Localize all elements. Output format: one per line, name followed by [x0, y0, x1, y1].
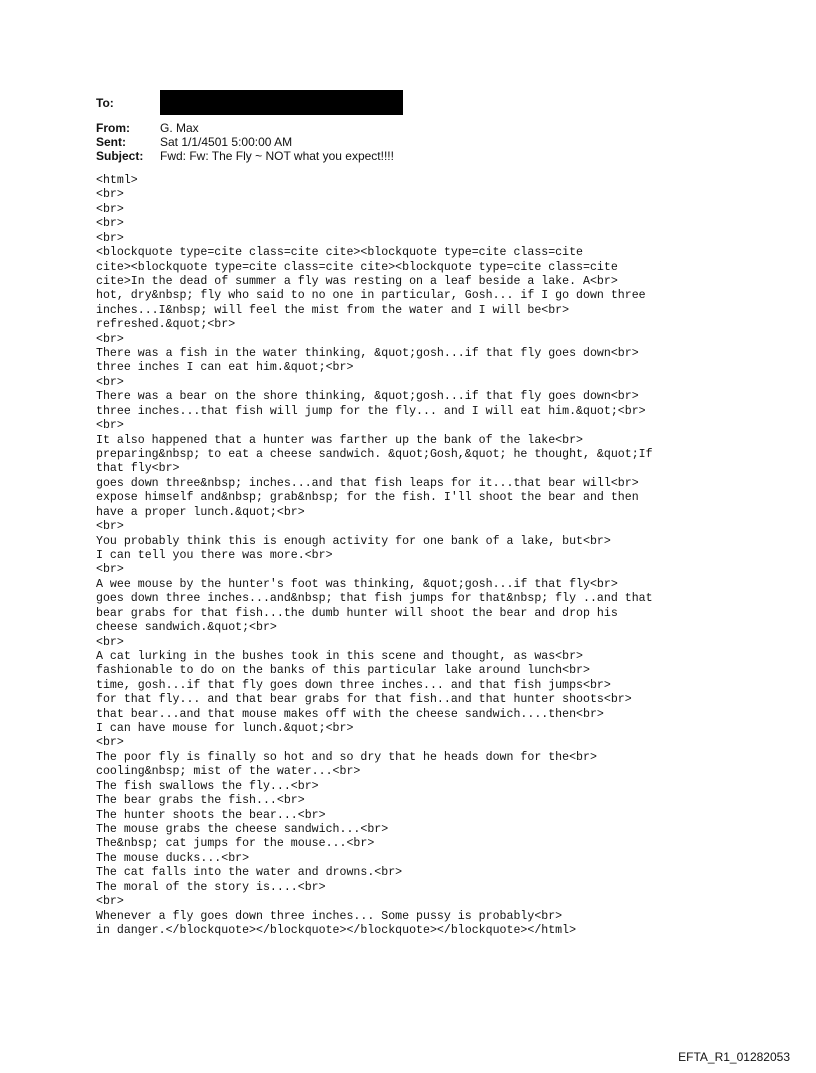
body-line: cite>In the dead of summer a fly was resting on a leaf beside a lake. A<br> — [96, 274, 618, 288]
body-line: <br> — [96, 202, 124, 216]
body-line: have a proper lunch.&quot;<br> — [96, 505, 305, 519]
body-line: A wee mouse by the hunter's foot was thinking, &quot;gosh...if that fly<br> — [96, 577, 618, 591]
body-line: Whenever a fly goes down three inches... Some pussy is probably<br> — [96, 909, 563, 923]
body-line: <br> — [96, 736, 124, 750]
body-line: The&nbsp; cat jumps for the mouse...<br> — [96, 837, 375, 851]
body-line: The bear grabs the fish...<br> — [96, 794, 305, 808]
sent-label: Sent: — [96, 135, 126, 149]
subject-row — [96, 149, 403, 163]
body-line: <br> — [96, 419, 124, 433]
body-line: The mouse grabs the cheese sandwich...<br> — [96, 822, 389, 836]
from-label: From: — [96, 121, 130, 135]
body-line: in danger.</blockquote></blockquote></blockquote></blockquote></html> — [96, 923, 577, 937]
body-line: <html> — [96, 174, 138, 187]
body-line: fashionable to do on the banks of this particular lake around lunch<br> — [96, 664, 590, 678]
body-line: The cat falls into the water and drowns.<br> — [96, 866, 403, 880]
body-line: <br> — [96, 217, 124, 231]
sent-value: Sat 1/1/4501 5:00:00 AM — [160, 135, 293, 149]
body-line: cooling&nbsp; mist of the water...<br> — [96, 765, 361, 779]
body-line: A cat lurking in the bushes took in this scene and thought, as was<br> — [96, 649, 584, 663]
body-line: that fly<br> — [96, 462, 180, 476]
body-line: three inches...that fish will jump for the fly... and I will eat him.&quot;<br> — [96, 404, 646, 418]
to-label: To: — [96, 96, 114, 110]
document-id: EFTA_R1_01282053 — [678, 1050, 790, 1064]
body-line: The poor fly is finally so hot and so dry that he heads down for the<br> — [96, 750, 597, 764]
body-line: for that fly... and that bear grabs for that fish..and that hunter shoots<br> — [96, 693, 632, 707]
body-line: It also happened that a hunter was farther up the bank of the lake<br> — [96, 433, 584, 447]
body-line: The fish swallows the fly...<br> — [96, 779, 319, 793]
body-line: cite><blockquote type=cite class=cite cite><blockquote type=cite class=cite — [96, 260, 618, 274]
email-body — [96, 174, 796, 938]
email-header — [96, 96, 403, 163]
body-line: preparing&nbsp; to eat a cheese sandwich. &quot;Gosh,&quot; he thought, &quot;If — [96, 448, 653, 462]
body-line: cheese sandwich.&quot;<br> — [96, 621, 277, 635]
body-line: <br> — [96, 563, 124, 577]
from-value: G. Max — [160, 121, 199, 135]
body-line: <br> — [96, 375, 124, 389]
body-line: I can tell you there was more.<br> — [96, 548, 333, 562]
body-line: <br> — [96, 231, 124, 245]
body-line: inches...I&nbsp; will feel the mist from the water and I will be<br> — [96, 303, 570, 317]
subject-value: Fwd: Fw: The Fly ~ NOT what you expect!!!! — [160, 149, 394, 163]
body-line: The mouse ducks...<br> — [96, 851, 250, 865]
body-line: three inches I can eat him.&quot;<br> — [96, 361, 354, 375]
body-line: The moral of the story is....<br> — [96, 880, 326, 894]
from-row — [96, 121, 403, 135]
redacted-recipient-bar — [160, 90, 403, 115]
body-line: hot, dry&nbsp; fly who said to no one in particular, Gosh... if I go down three — [96, 289, 646, 303]
body-line: The hunter shoots the bear...<br> — [96, 808, 326, 822]
body-line: goes down three&nbsp; inches...and that fish leaps for it...that bear will<br> — [96, 476, 639, 490]
to-row — [96, 96, 403, 121]
body-line: <br> — [96, 520, 124, 534]
sent-row — [96, 135, 403, 149]
body-line: There was a bear on the shore thinking, &quot;gosh...if that fly goes down<br> — [96, 390, 639, 404]
body-line: <br> — [96, 895, 124, 909]
body-line: that bear...and that mouse makes off with the cheese sandwich....then<br> — [96, 707, 604, 721]
body-line: refreshed.&quot;<br> — [96, 318, 236, 332]
body-line: goes down three inches...and&nbsp; that fish jumps for that&nbsp; fly ..and that — [96, 592, 653, 606]
body-line: There was a fish in the water thinking, &quot;gosh...if that fly goes down<br> — [96, 347, 639, 361]
body-line: expose himself and&nbsp; grab&nbsp; for the fish. I'll shoot the bear and then — [96, 491, 639, 505]
body-line: You probably think this is enough activity for one bank of a lake, but<br> — [96, 534, 611, 548]
body-line: bear grabs for that fish...the dumb hunter will shoot the bear and drop his — [96, 606, 618, 620]
body-line: <blockquote type=cite class=cite cite><blockquote type=cite class=cite — [96, 246, 584, 260]
body-line: <br> — [96, 332, 124, 346]
body-line: time, gosh...if that fly goes down three inches... and that fish jumps<br> — [96, 678, 611, 692]
body-line: <br> — [96, 188, 124, 202]
subject-label: Subject: — [96, 149, 144, 163]
body-line: I can have mouse for lunch.&quot;<br> — [96, 722, 354, 736]
body-line: <br> — [96, 635, 124, 649]
